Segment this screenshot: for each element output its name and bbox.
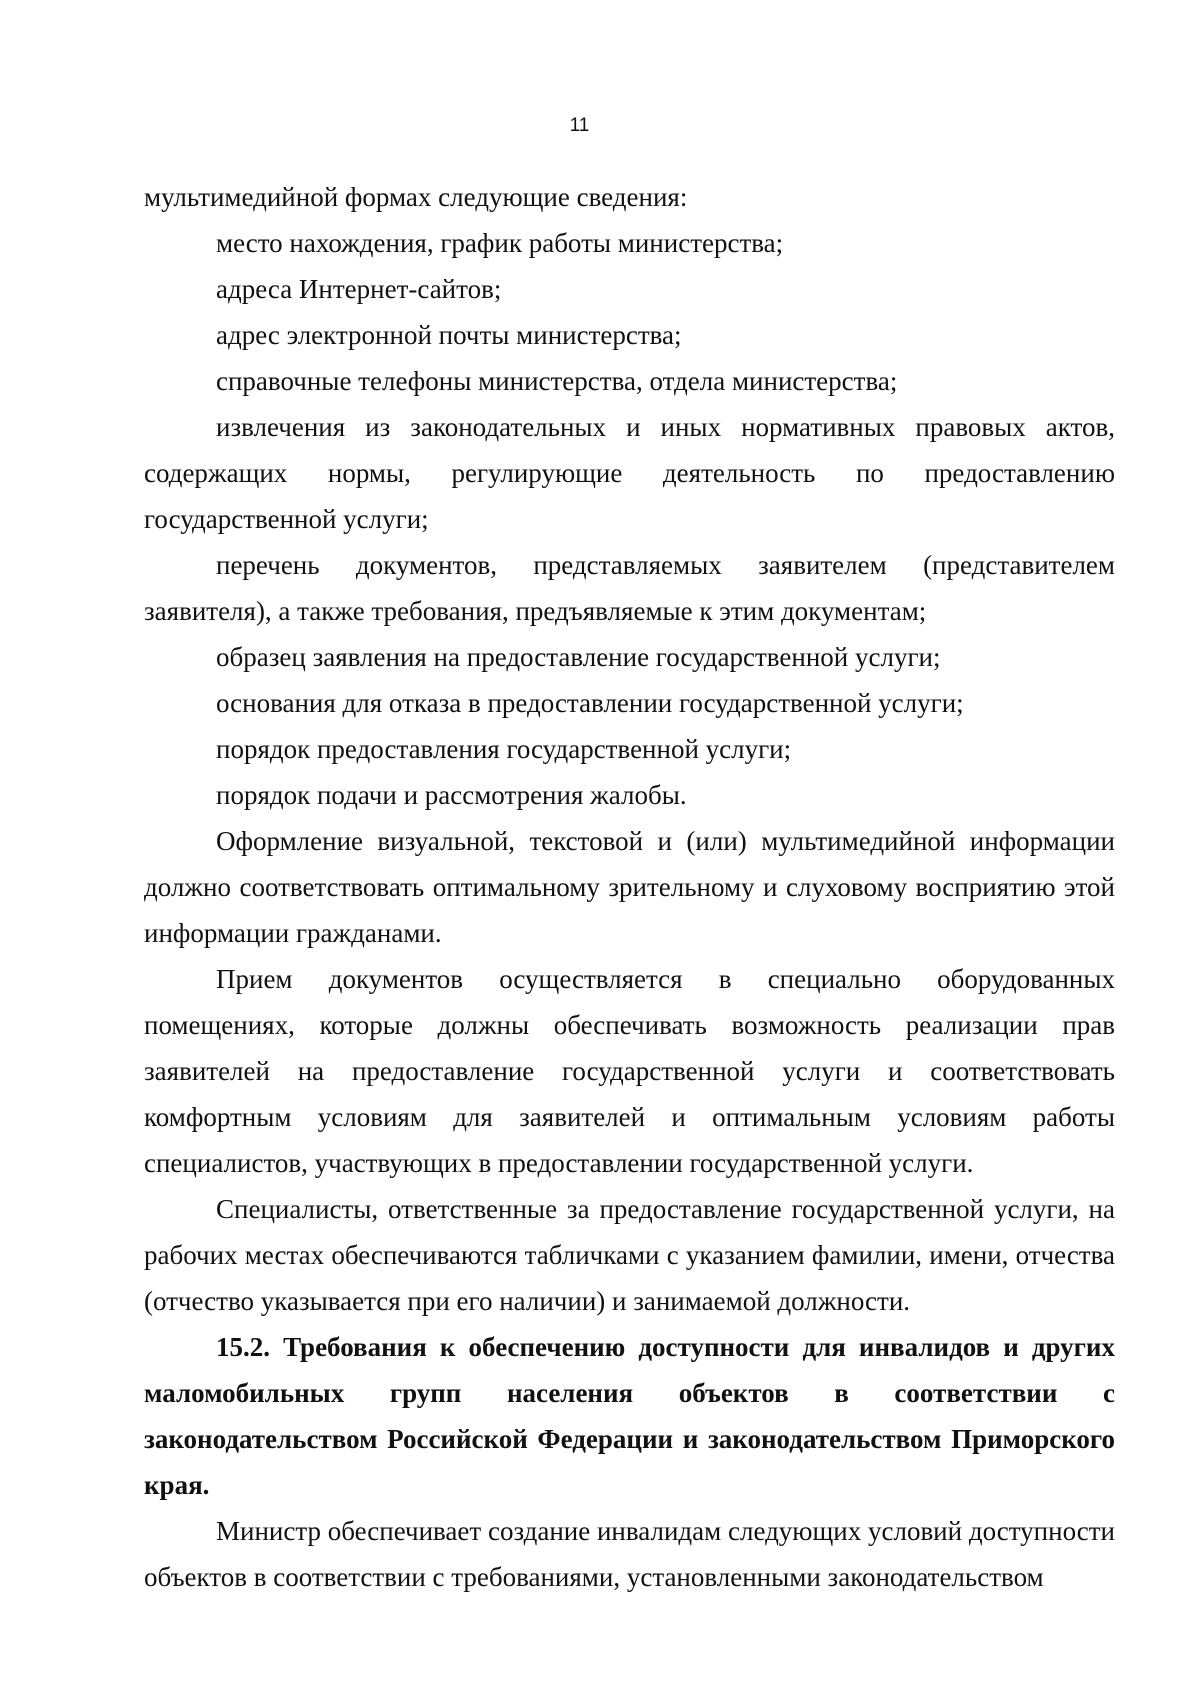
list-item-procedure: порядок предоставления государственной услуги; (216, 734, 792, 764)
list-item-documents: перечень документов, представляемых заявителем (представителем заявителя), а также требования, предъявляемые к этим документам; (144, 550, 1115, 626)
paragraph-minister: Министр обеспечивает создание инвалидам следующих условий доступности объектов в соответствии с требованиями, установленными законодательством (144, 1516, 1115, 1592)
list-item-application-sample: образец заявления на предоставление государственной услуги; (216, 642, 941, 672)
list-item-complaints: порядок подачи и рассмотрения жалобы. (216, 780, 687, 810)
list-item-websites: адреса Интернет-сайтов; (216, 274, 502, 304)
paragraph-reception: Прием документов осуществляется в специально оборудованных помещениях, которые должны обеспечивать возможность реализации прав заявителей на предоставление государственной услуги и соответствовать комфортным условиям для заявителей и оптимальным условиям работы специалистов, участвующих в предоставлении государственной услуги. (144, 964, 1115, 1178)
list-item-phones: справочные телефоны министерства, отдела министерства; (216, 366, 898, 396)
list-item-email: адрес электронной почты министерства; (216, 320, 682, 350)
paragraph-continuation: мультимедийной формах следующие сведения: (144, 182, 688, 212)
section-heading-15-2: 15.2. Требования к обеспечению доступности для инвалидов и других маломобильных групп населения объектов в соответствии с законодательством Российской Федерации и законодательством Приморского края. (144, 1332, 1115, 1500)
page-number: 11 (569, 115, 590, 136)
list-item-legal-extracts: извлечения из законодательных и иных нормативных правовых актов, содержащих нормы, регулирующие деятельность по предоставлению государственной услуги; (144, 412, 1115, 534)
paragraph-specialists: Специалисты, ответственные за предоставление государственной услуги, на рабочих местах обеспечиваются табличками с указанием фамилии, имени, отчества (отчество указывается при его наличии) и занимаемой должности. (144, 1194, 1115, 1316)
list-item-refusal-grounds: основания для отказа в предоставлении государственной услуги; (216, 688, 964, 718)
list-item-location: место нахождения, график работы министерства; (216, 228, 784, 258)
document-body (144, 174, 1115, 1600)
paragraph-design: Оформление визуальной, текстовой и (или) мультимедийной информации должно соответствовать оптимальному зрительному и слуховому восприятию этой информации гражданами. (144, 826, 1115, 948)
